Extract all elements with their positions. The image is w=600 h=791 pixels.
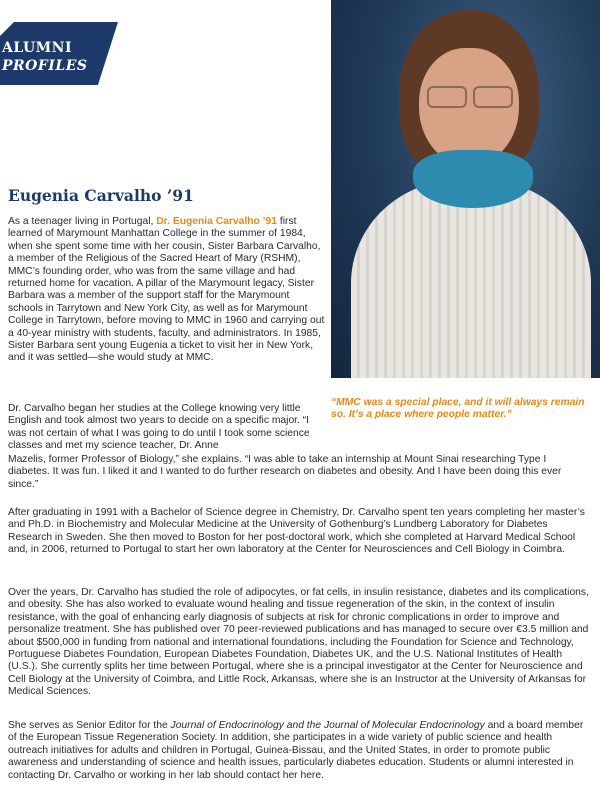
banner-title-line2: PROFILES <box>2 58 88 74</box>
pull-quote: “MMC was a special place, and it will always remain so. It’s a place where people matter.” <box>331 397 585 421</box>
highlighted-name: Dr. Eugenia Carvalho ’91 <box>156 216 277 227</box>
journal-titles: Journal of Endocrinology and the Journal of Molecular Endocrinology <box>170 720 485 731</box>
paragraph-studies-part2: Mazelis, former Professor of Biology,” she explains. “I was able to take an internship at Mount Sinai researching Type I diabetes. It was fun. I liked it and I wanted to do further research on diabetes and obesity. And I have been doing this ever since.” <box>8 454 562 490</box>
photo-sweater <box>351 180 591 378</box>
paragraph-service: She serves as Senior Editor for the Journal of Endocrinology and the Journal of Molecular Endocrinology and a board member of the European Tissue Regeneration Society. In addition, she participates in a wide variety of public science and health outreach initiatives for adults and children in Portugal, Guinea-Bissau, and the United States, in order to promote public awareness and understanding of science and health issues, particularly diabetes education. Students or alumni interested in contacting Dr. Carvalho or working in her lab should contact her here. <box>8 720 584 781</box>
paragraph-studies-part1: Dr. Carvalho began her studies at the College knowing very little English and took almost two years to decide on a specific major. “I was not certain of what I was going to do until I took some science classes and met my science teacher, Dr. Anne <box>8 403 310 452</box>
profile-name: Eugenia Carvalho ’91 <box>8 186 194 205</box>
paragraph-graduate-career: After graduating in 1991 with a Bachelor of Science degree in Chemistry, Dr. Carvalho spent ten years completing her master’s and Ph.D. in Biochemistry and Molecular Medicine at the University of Gothenburg’s Lundberg Laboratory for Diabetes Research in Sweden. She then moved to Boston for her post-doctoral work, which she completed at Harvard Medical School and, in 2006, returned to Portugal to start her own laboratory at the Center for Neurosciences and Cell Biology in Coimbra. <box>8 507 585 556</box>
profile-photo <box>331 0 600 378</box>
photo-scarf <box>413 150 533 208</box>
paragraph-research: Over the years, Dr. Carvalho has studied the role of adipocytes, or fat cells, in insulin resistance, diabetes and its complications, and obesity. She has also worked to evaluate wound healing and tissue regeneration of the skin, in the context of insulin resistance, with the goal of enhancing early diagnosis of subjects at risk for chronic complications in order to improve and personalize treatment. She has published over 70 peer-reviewed publications and has managed to secure over €3.5 million and about $500,000 in funding from national and international foundations, including the Foundation for Science and Technology, Portuguese Diabetes Foundation, European Diabetes Foundation, Diabetes UK, and the U.S. National Institutes of Health (U.S.). She currently splits her time between Portugal, where she is a principal investigator at the Center for Neuroscience and Cell Biology at the University of Coimbra, and Little Rock, Arkansas, where she is an Instructor at the University of Arkansas for Medical Sciences. <box>8 587 589 698</box>
paragraph-early-years: As a teenager living in Portugal, Dr. Eugenia Carvalho ’91 first learned of Marymount Manhattan College in the summer of 1984, when she spent some time with her cousin, Sister Barbara Carvalho, a member of the Religious of the Sacred Heart of Mary (RSHM), MMC’s founding order, who was from the same village and had returned home for vacation. A pillar of the Marymount legacy, Sister Barbara was a member of the support staff for the Marymount schools in Tarrytown and New York City, as well as for Marymount College in Tarrytown, before moving to MMC in 1960 and carrying out a 40-year ministry with students, faculty, and administrators. In 1985, Sister Barbara sent young Eugenia a ticket to visit her in New York, and it was settled—she would study at MMC. <box>8 216 325 364</box>
banner-title-line1: ALUMNI <box>2 40 72 56</box>
photo-glasses <box>423 86 515 106</box>
